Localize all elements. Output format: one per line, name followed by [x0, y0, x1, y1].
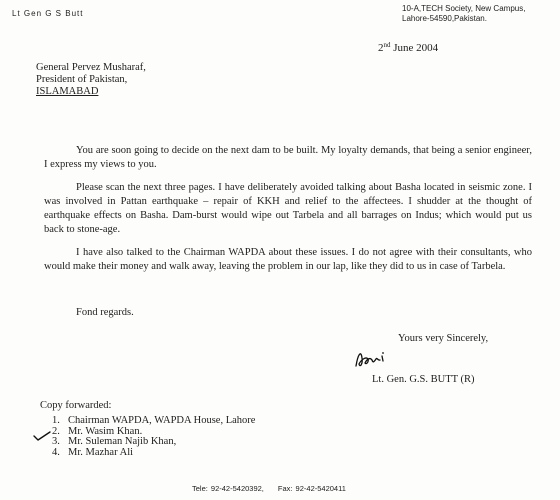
copy-forwarded-list	[52, 416, 255, 458]
closing-line: Fond regards.	[76, 307, 134, 318]
date-suffix: nd	[383, 41, 391, 49]
list-item	[52, 437, 255, 448]
valediction: Yours very Sincerely,	[398, 333, 489, 344]
list-item-text: Mr. Mazhar Ali	[68, 446, 134, 458]
addressee-name: General Pervez Musharaf,	[36, 62, 146, 73]
date-day: 2	[378, 42, 384, 54]
list-item-number: 1.	[52, 415, 60, 426]
letterhead-address-line-1: 10-A,TECH Society, New Campus,	[402, 4, 526, 13]
handwritten-signature	[352, 344, 408, 372]
body-paragraph-2: Please scan the next three pages. I have deliberately avoided talking about Basha located in seismic zone. I was involved in Pattan earthquake – repair of KKH and relief to the affectees. I shudder at the thought of earthquake effects on Basha. Dam-burst would wipe out Tarbela and all barrages on Indus; which would put us back to stone-age.	[44, 182, 532, 235]
date-month-year: June 2004	[390, 42, 439, 54]
footer-telephone: Tele: 92-42-5420392,	[192, 484, 264, 493]
body-paragraph-3: I have also talked to the Chairman WAPDA about these issues. I do not agree with their consultants, who would make their money and walk away, leaving the problem in our lap, like they did to us in case of Tarbela.	[44, 247, 532, 272]
list-item-number: 4.	[52, 446, 60, 458]
list-item-text: Mr. Suleman Najib Khan,	[68, 436, 177, 447]
letterhead-address	[402, 4, 525, 24]
copy-forwarded-label: Copy forwarded:	[40, 400, 112, 411]
letter-date	[378, 41, 438, 54]
list-item	[52, 448, 255, 459]
footer-fax: Fax: 92-42-5420411	[277, 484, 346, 493]
list-item-text: Chairman WAPDA, WAPDA House, Lahore	[68, 415, 256, 426]
list-item-number: 3.	[52, 436, 60, 447]
letterhead-footer	[192, 484, 346, 493]
addressee-city: ISLAMABAD	[36, 86, 99, 97]
body-paragraph-1: You are soon going to decide on the next dam to be built. My loyalty demands, that being a senior engineer, I express my views to you.	[44, 145, 532, 170]
addressee-block	[36, 62, 146, 98]
letterhead-name: Lt Gen G S Butt	[12, 9, 84, 18]
list-item	[52, 416, 255, 427]
letterhead-address-line-2: Lahore-54590,Pakistan.	[402, 14, 487, 23]
list-item-text: Mr. Wasim Khan.	[68, 425, 143, 437]
signatory-name: Lt. Gen. G.S. BUTT (R)	[372, 374, 475, 385]
checkmark-icon	[32, 431, 52, 441]
list-item-number: 2.	[52, 425, 60, 437]
addressee-title: President of Pakistan,	[36, 74, 128, 85]
